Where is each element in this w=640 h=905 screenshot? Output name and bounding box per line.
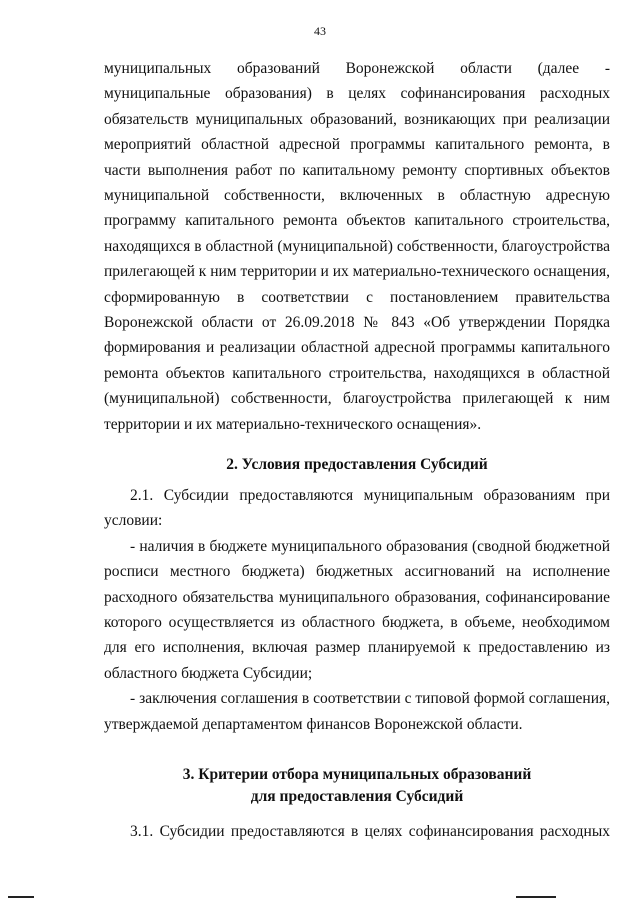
section-3-heading-line-1: 3. Критерии отбора муниципальных образований [182, 766, 532, 783]
intro-paragraph-block [104, 56, 610, 437]
section-3-heading-line-2: для предоставления Субсидий [250, 788, 464, 805]
section-3-body [104, 819, 610, 844]
section-2-body [104, 483, 610, 737]
section-2-paragraph-1: 2.1. Субсидии предоставляются муниципальным образованиям при условии: [104, 487, 610, 530]
scan-mark-left [8, 896, 34, 898]
page-number: 43 [314, 24, 326, 38]
section-3-paragraph-1: 3.1. Субсидии предоставляются в целях софинансирования расходных [130, 823, 610, 840]
section-2-heading: 2. Условия предоставления Субсидий [226, 456, 488, 473]
section-2-paragraph-3: - заключения соглашения в соответствии с типовой формой соглашения, утверждаемой департаментом финансов Воронежской области. [104, 690, 610, 733]
intro-paragraph: муниципальных образований Воронежской области (далее - муниципальные образования) в целях софинансирования расходных обязательств муниципальных образований, возникающих при реализации мероприятий областной адресной программы капитального ремонта, в части выполнения работ по капитальному ремонту спортивных объектов муниципальной собственности, включенных в областную адресную программу капитального ремонта объектов капитального строительства, находящихся в областной (муниципальной) собственности, благоустройства прилегающей к ним территории и их материально-технического оснащения, сформированную в соответствии с постановлением правительства Воронежской области от 26.09.2018 № 843 «Об утверждении Порядка формирования и реализации областной адресной программы капитального ремонта объектов капитального строительства, находящихся в областной (муниципальной) собственности, благоустройства прилегающей к ним территории и их материально-технического оснащения». [104, 60, 610, 433]
section-3-heading [104, 764, 610, 808]
scan-mark-right [516, 896, 556, 898]
section-2-paragraph-2: - наличия в бюджете муниципального образования (сводной бюджетной росписи местного бюджета) бюджетных ассигнований на исполнение расходного обязательства муниципального образования, софинансирование которого осуществляется из областного бюджета, в объеме, необходимом для его исполнения, включая размер планируемой к предоставлению из областного бюджета Субсидии; [104, 537, 610, 682]
scan-edge-marks [0, 896, 640, 899]
